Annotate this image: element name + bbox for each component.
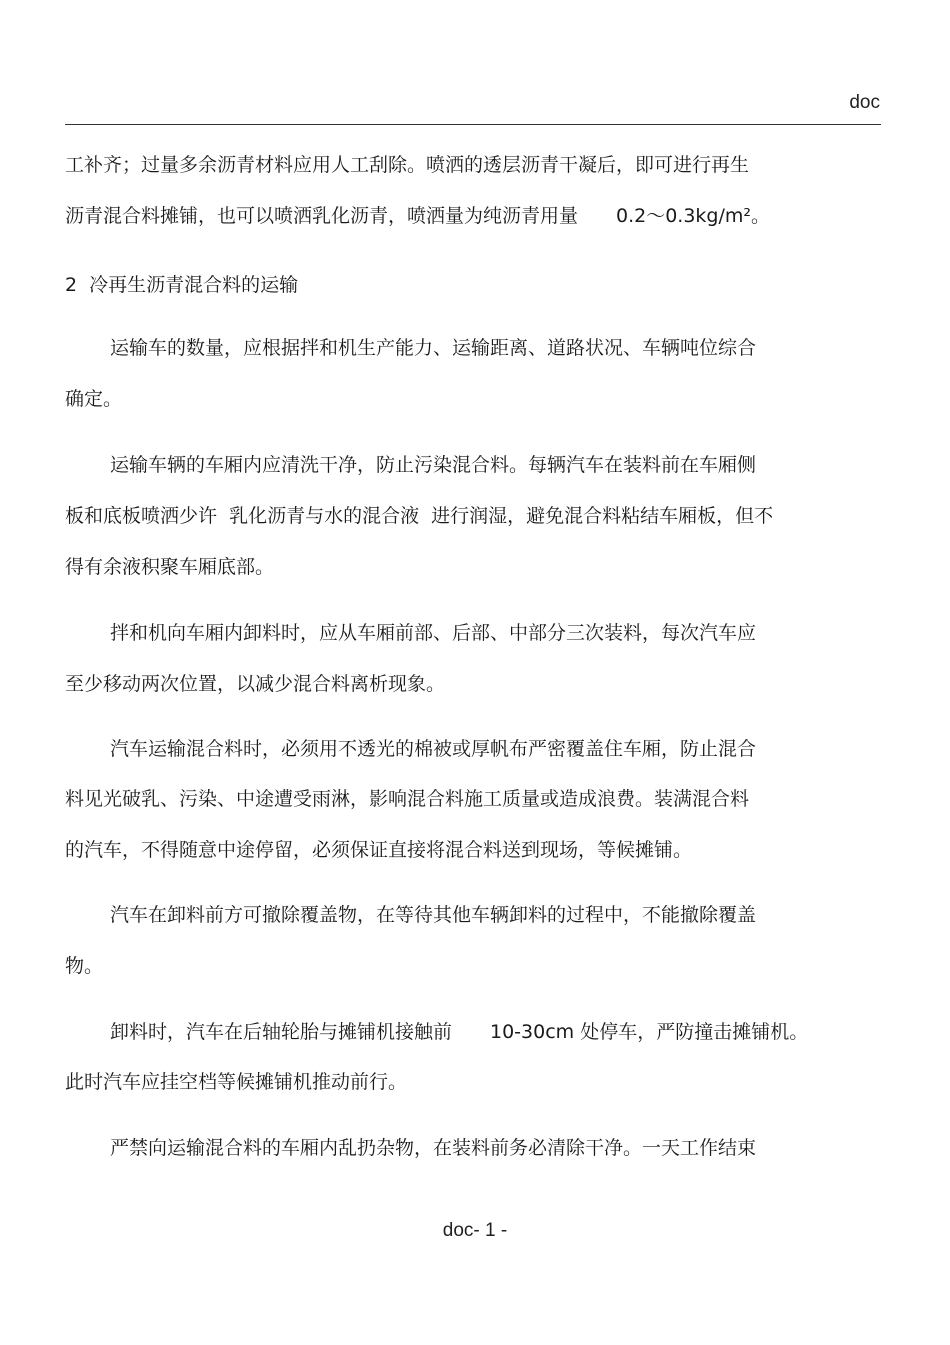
body-line: 工补齐；过量多余沥青材料应用人工刮除。喷洒的透层沥青干凝后，即可进行再生 xyxy=(65,154,750,176)
body-line: 至少移动两次位置，以减少混合料离析现象。 xyxy=(65,673,446,695)
header-divider xyxy=(65,124,881,125)
section-heading: 2 冷再生沥青混合料的运输 xyxy=(65,274,299,296)
body-line: 运输车辆的车厢内应清洗干净，防止污染混合料。每辆汽车在装料前在车厢侧 xyxy=(110,454,757,476)
body-line: 确定。 xyxy=(65,388,123,410)
page-header-label: doc xyxy=(849,92,880,113)
body-line: 运输车的数量，应根据拌和机生产能力、运输距离、道路状况、车辆吨位综合 xyxy=(110,337,757,359)
body-line: 拌和机向车厢内卸料时，应从车厢前部、后部、中部分三次装料，每次汽车应 xyxy=(110,622,757,644)
body-line: 板和底板喷洒少许 乳化沥青与水的混合液 进行润湿，避免混合料粘结车厢板，但不 xyxy=(65,505,774,527)
body-line: 的汽车，不得随意中途停留，必须保证直接将混合料送到现场，等候摊铺。 xyxy=(65,839,693,861)
body-line: 汽车运输混合料时，必须用不透光的棉被或厚帆布严密覆盖住车厢，防止混合 xyxy=(110,738,757,760)
body-line: 得有余液积聚车厢底部。 xyxy=(65,556,275,578)
body-line: 严禁向运输混合料的车厢内乱扔杂物，在装料前务必清除干净。一天工作结束 xyxy=(110,1137,757,1159)
body-line: 物。 xyxy=(65,955,104,977)
page-footer-label: doc- 1 - xyxy=(442,1220,508,1241)
body-line: 料见光破乳、污染、中途遭受雨淋，影响混合料施工质量或造成浪费。装满混合料 xyxy=(65,788,750,810)
body-line: 汽车在卸料前方可撤除覆盖物，在等待其他车辆卸料的过程中，不能撤除覆盖 xyxy=(110,904,757,926)
body-line: 沥青混合料摊铺，也可以喷洒乳化沥青，喷洒量为纯沥青用量 0.2～0.3kg/m²。 xyxy=(65,205,771,227)
body-line: 卸料时，汽车在后轴轮胎与摊铺机接触前 10-30cm 处停车，严防撞击摊铺机。 xyxy=(110,1021,809,1043)
body-line: 此时汽车应挂空档等候摊铺机推动前行。 xyxy=(65,1071,408,1093)
